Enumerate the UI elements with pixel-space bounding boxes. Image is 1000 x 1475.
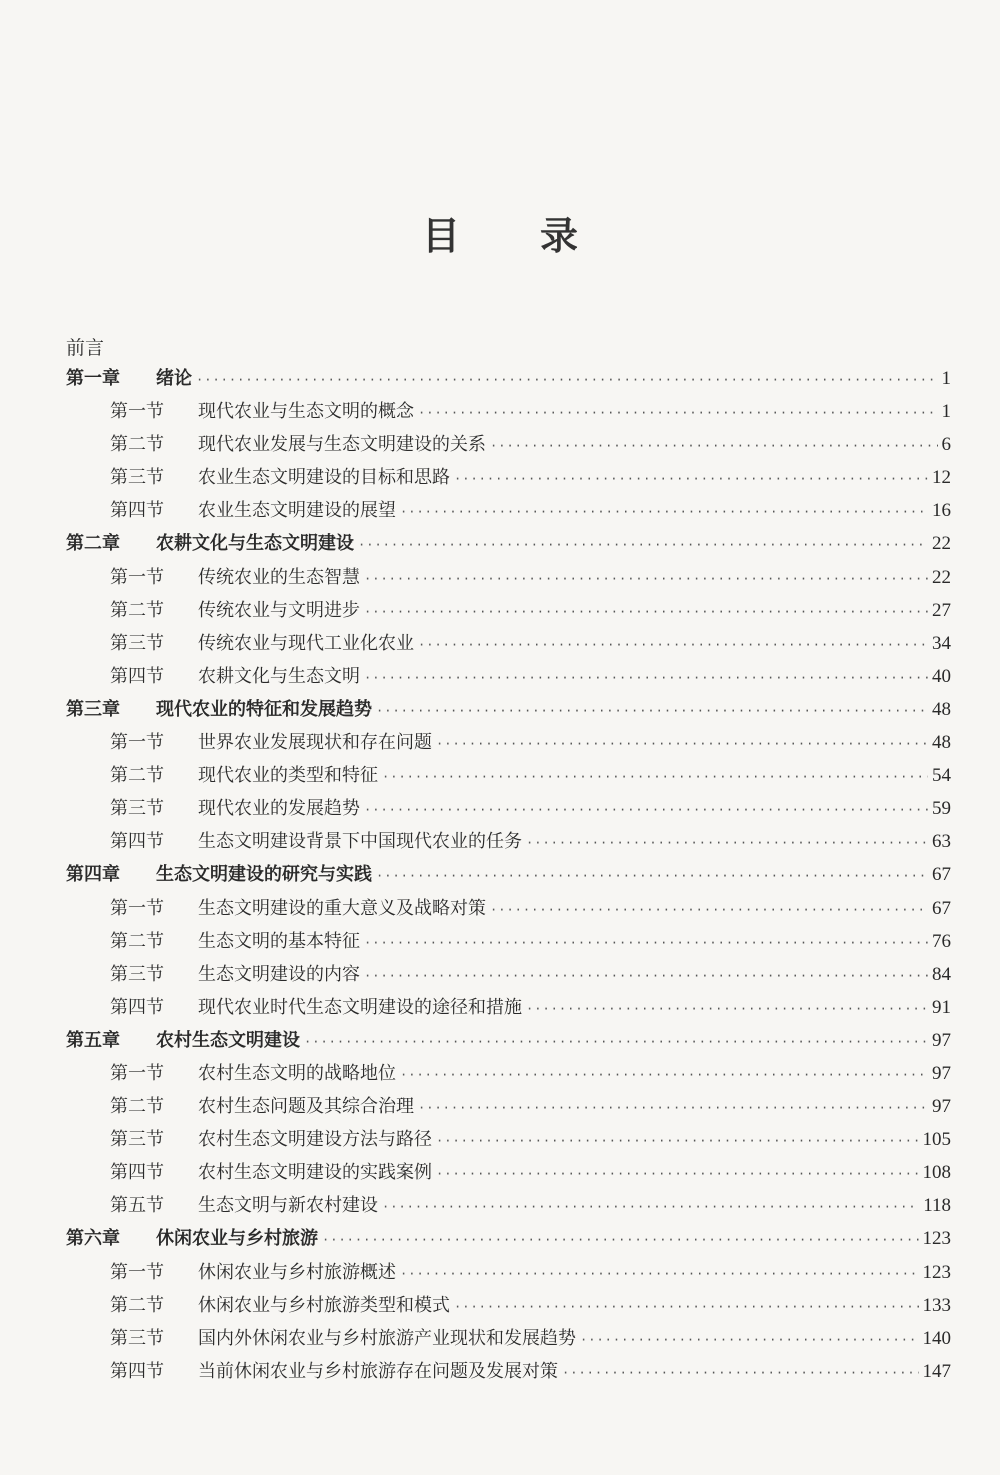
page-number: 97 (932, 1029, 951, 1051)
section-number: 第三节 (110, 1129, 164, 1151)
dot-leader (562, 1357, 919, 1390)
page-number: 67 (932, 864, 951, 886)
section-title: 传统农业与文明进步 (198, 599, 360, 621)
toc-section-entry[interactable] (66, 792, 951, 825)
section-title: 生态文明建设的重大意义及战略对策 (198, 897, 486, 919)
section-title: 国内外休闲农业与乡村旅游产业现状和发展趋势 (198, 1327, 576, 1349)
chapter-title: 现代农业的特征和发展趋势 (156, 698, 372, 720)
section-number: 第四节 (110, 1162, 164, 1184)
chapter-title: 休闲农业与乡村旅游 (156, 1228, 318, 1250)
toc-section-entry[interactable] (66, 395, 951, 428)
toc-section-entry[interactable] (66, 1090, 951, 1123)
dot-leader (418, 397, 938, 430)
section-title: 生态文明的基本特征 (198, 930, 360, 952)
page-number: 1 (941, 401, 951, 423)
section-title: 生态文明建设背景下中国现代农业的任务 (198, 831, 522, 853)
page-number: 59 (932, 798, 951, 820)
dot-leader (376, 695, 928, 728)
page-number: 76 (932, 930, 951, 952)
page-number: 105 (922, 1129, 951, 1151)
page-number: 1 (941, 368, 951, 389)
dot-leader (364, 563, 928, 596)
dot-leader (364, 596, 928, 629)
section-title: 农村生态文明建设的实践案例 (198, 1162, 432, 1184)
dot-leader (382, 761, 928, 794)
dot-leader (526, 993, 928, 1026)
dot-leader (436, 728, 928, 761)
dot-leader (358, 529, 928, 562)
toc-section-entry[interactable] (66, 627, 951, 660)
dot-leader (364, 794, 928, 827)
dot-leader (400, 1059, 928, 1092)
section-title: 农业生态文明建设的展望 (198, 500, 396, 522)
section-number: 第二节 (110, 599, 164, 621)
section-title: 农村生态文明建设方法与路径 (198, 1129, 432, 1151)
toc-section-entry[interactable] (66, 1057, 951, 1090)
section-number: 第三节 (110, 467, 164, 489)
toc-section-entry[interactable] (66, 594, 951, 627)
section-number: 第三节 (110, 632, 164, 654)
section-number: 第四节 (110, 831, 164, 853)
dot-leader (364, 662, 928, 695)
page-number: 12 (932, 467, 951, 489)
toc-chapter-entry[interactable] (66, 1222, 951, 1255)
section-title: 休闲农业与乡村旅游类型和模式 (198, 1294, 450, 1316)
toc-section-entry[interactable] (66, 892, 951, 925)
page-number: 140 (922, 1327, 951, 1349)
page-number: 34 (932, 632, 951, 654)
chapter-title: 农村生态文明建设 (156, 1029, 300, 1051)
toc-section-entry[interactable] (66, 660, 951, 693)
section-number: 第三节 (110, 798, 164, 820)
dot-leader (436, 1158, 919, 1191)
page-number: 84 (932, 963, 951, 985)
dot-leader (304, 1026, 928, 1059)
section-number: 第二节 (110, 1096, 164, 1118)
toc-section-entry[interactable] (66, 1256, 951, 1289)
page-number: 63 (932, 831, 951, 853)
toc-section-entry[interactable] (66, 825, 951, 858)
page-title (0, 205, 1000, 260)
section-number: 第三节 (110, 1327, 164, 1349)
section-number: 第四节 (110, 500, 164, 522)
section-number: 第一节 (110, 401, 164, 423)
section-number: 第二节 (110, 434, 164, 456)
dot-leader (454, 463, 928, 496)
page-number: 123 (922, 1228, 951, 1250)
dot-leader (382, 1191, 919, 1224)
section-title: 生态文明建设的内容 (198, 963, 360, 985)
toc-chapter-entry[interactable] (66, 362, 951, 395)
page-number: 54 (932, 765, 951, 787)
section-number: 第一节 (110, 1062, 164, 1084)
page-number: 118 (923, 1195, 951, 1217)
section-number: 第四节 (110, 665, 164, 687)
chapter-number: 第二章 (66, 533, 120, 555)
chapter-title: 农耕文化与生态文明建设 (156, 533, 354, 555)
page-number: 40 (932, 665, 951, 687)
section-title: 现代农业发展与生态文明建设的关系 (198, 434, 486, 456)
section-number: 第二节 (110, 1294, 164, 1316)
toc-section-entry[interactable] (66, 1355, 951, 1388)
preface-entry[interactable]: 前言 (66, 337, 105, 359)
dot-leader (490, 894, 928, 927)
dot-leader (490, 430, 938, 463)
dot-leader (400, 1258, 919, 1291)
page-number: 48 (932, 732, 951, 754)
toc-section-entry[interactable] (66, 759, 951, 792)
toc-section-entry[interactable] (66, 1189, 951, 1222)
page-number: 97 (932, 1096, 951, 1118)
page-number: 48 (932, 698, 951, 720)
section-title: 传统农业与现代工业化农业 (198, 632, 414, 654)
title-char-1: 目 (421, 214, 460, 258)
toc-chapter-entry[interactable] (66, 527, 951, 560)
section-number: 第一节 (110, 732, 164, 754)
section-title: 世界农业发展现状和存在问题 (198, 732, 432, 754)
dot-leader (454, 1291, 919, 1324)
section-title: 现代农业的类型和特征 (198, 765, 378, 787)
section-number: 第一节 (110, 897, 164, 919)
toc-section-entry[interactable] (66, 958, 951, 991)
page-number: 147 (922, 1360, 951, 1382)
chapter-title: 生态文明建设的研究与实践 (156, 864, 372, 886)
toc-section-entry[interactable] (66, 461, 951, 494)
section-title: 农村生态问题及其综合治理 (198, 1096, 414, 1118)
dot-leader (364, 927, 928, 960)
toc-section-entry[interactable] (66, 925, 951, 958)
toc-section-entry[interactable] (66, 1123, 951, 1156)
toc-section-entry[interactable] (66, 991, 951, 1024)
page-number: 97 (932, 1062, 951, 1084)
chapter-number: 第五章 (66, 1029, 120, 1051)
page-number: 91 (932, 996, 951, 1018)
toc-chapter-entry[interactable] (66, 693, 951, 726)
toc-chapter-entry[interactable] (66, 1024, 951, 1057)
page-number: 133 (922, 1294, 951, 1316)
page-number: 27 (932, 599, 951, 621)
chapter-number: 第一章 (66, 368, 120, 389)
section-title: 农业生态文明建设的目标和思路 (198, 467, 450, 489)
toc-section-entry[interactable] (66, 428, 951, 461)
dot-leader (436, 1125, 919, 1158)
section-title: 当前休闲农业与乡村旅游存在问题及发展对策 (198, 1360, 558, 1382)
section-number: 第二节 (110, 930, 164, 952)
chapter-title: 绪论 (156, 368, 192, 389)
section-number: 第三节 (110, 963, 164, 985)
chapter-number: 第六章 (66, 1228, 120, 1250)
section-number: 第一节 (110, 566, 164, 588)
dot-leader (364, 960, 928, 993)
section-title: 现代农业时代生态文明建设的途径和措施 (198, 996, 522, 1018)
dot-leader (418, 629, 928, 662)
page-number: 108 (922, 1162, 951, 1184)
toc-section-entry[interactable] (66, 561, 951, 594)
title-char-2: 录 (540, 214, 579, 258)
toc-section-entry[interactable] (66, 1289, 951, 1322)
dot-leader (376, 860, 928, 893)
section-number: 第五节 (110, 1195, 164, 1217)
page-number: 22 (932, 533, 951, 555)
page-number: 6 (941, 434, 951, 456)
chapter-number: 第三章 (66, 698, 120, 720)
dot-leader (418, 1092, 928, 1125)
section-number: 第一节 (110, 1261, 164, 1283)
section-title: 生态文明与新农村建设 (198, 1195, 378, 1217)
section-title: 现代农业与生态文明的概念 (198, 401, 414, 423)
section-title: 传统农业的生态智慧 (198, 566, 360, 588)
table-of-contents (66, 362, 951, 1388)
toc-section-entry[interactable] (66, 726, 951, 759)
page-number: 67 (932, 897, 951, 919)
section-title: 现代农业的发展趋势 (198, 798, 360, 820)
chapter-number: 第四章 (66, 864, 120, 886)
dot-leader (196, 364, 938, 397)
page-number: 123 (922, 1261, 951, 1283)
section-number: 第四节 (110, 996, 164, 1018)
toc-section-entry[interactable] (66, 1156, 951, 1189)
page-number: 22 (932, 566, 951, 588)
page-number: 16 (932, 500, 951, 522)
dot-leader (322, 1224, 919, 1257)
toc-section-entry[interactable] (66, 1322, 951, 1355)
section-title: 农村生态文明的战略地位 (198, 1062, 396, 1084)
toc-chapter-entry[interactable] (66, 858, 951, 891)
section-title: 休闲农业与乡村旅游概述 (198, 1261, 396, 1283)
dot-leader (580, 1324, 919, 1357)
section-number: 第四节 (110, 1360, 164, 1382)
toc-section-entry[interactable] (66, 494, 951, 527)
dot-leader (400, 496, 928, 529)
section-title: 农耕文化与生态文明 (198, 665, 360, 687)
section-number: 第二节 (110, 765, 164, 787)
dot-leader (526, 827, 928, 860)
